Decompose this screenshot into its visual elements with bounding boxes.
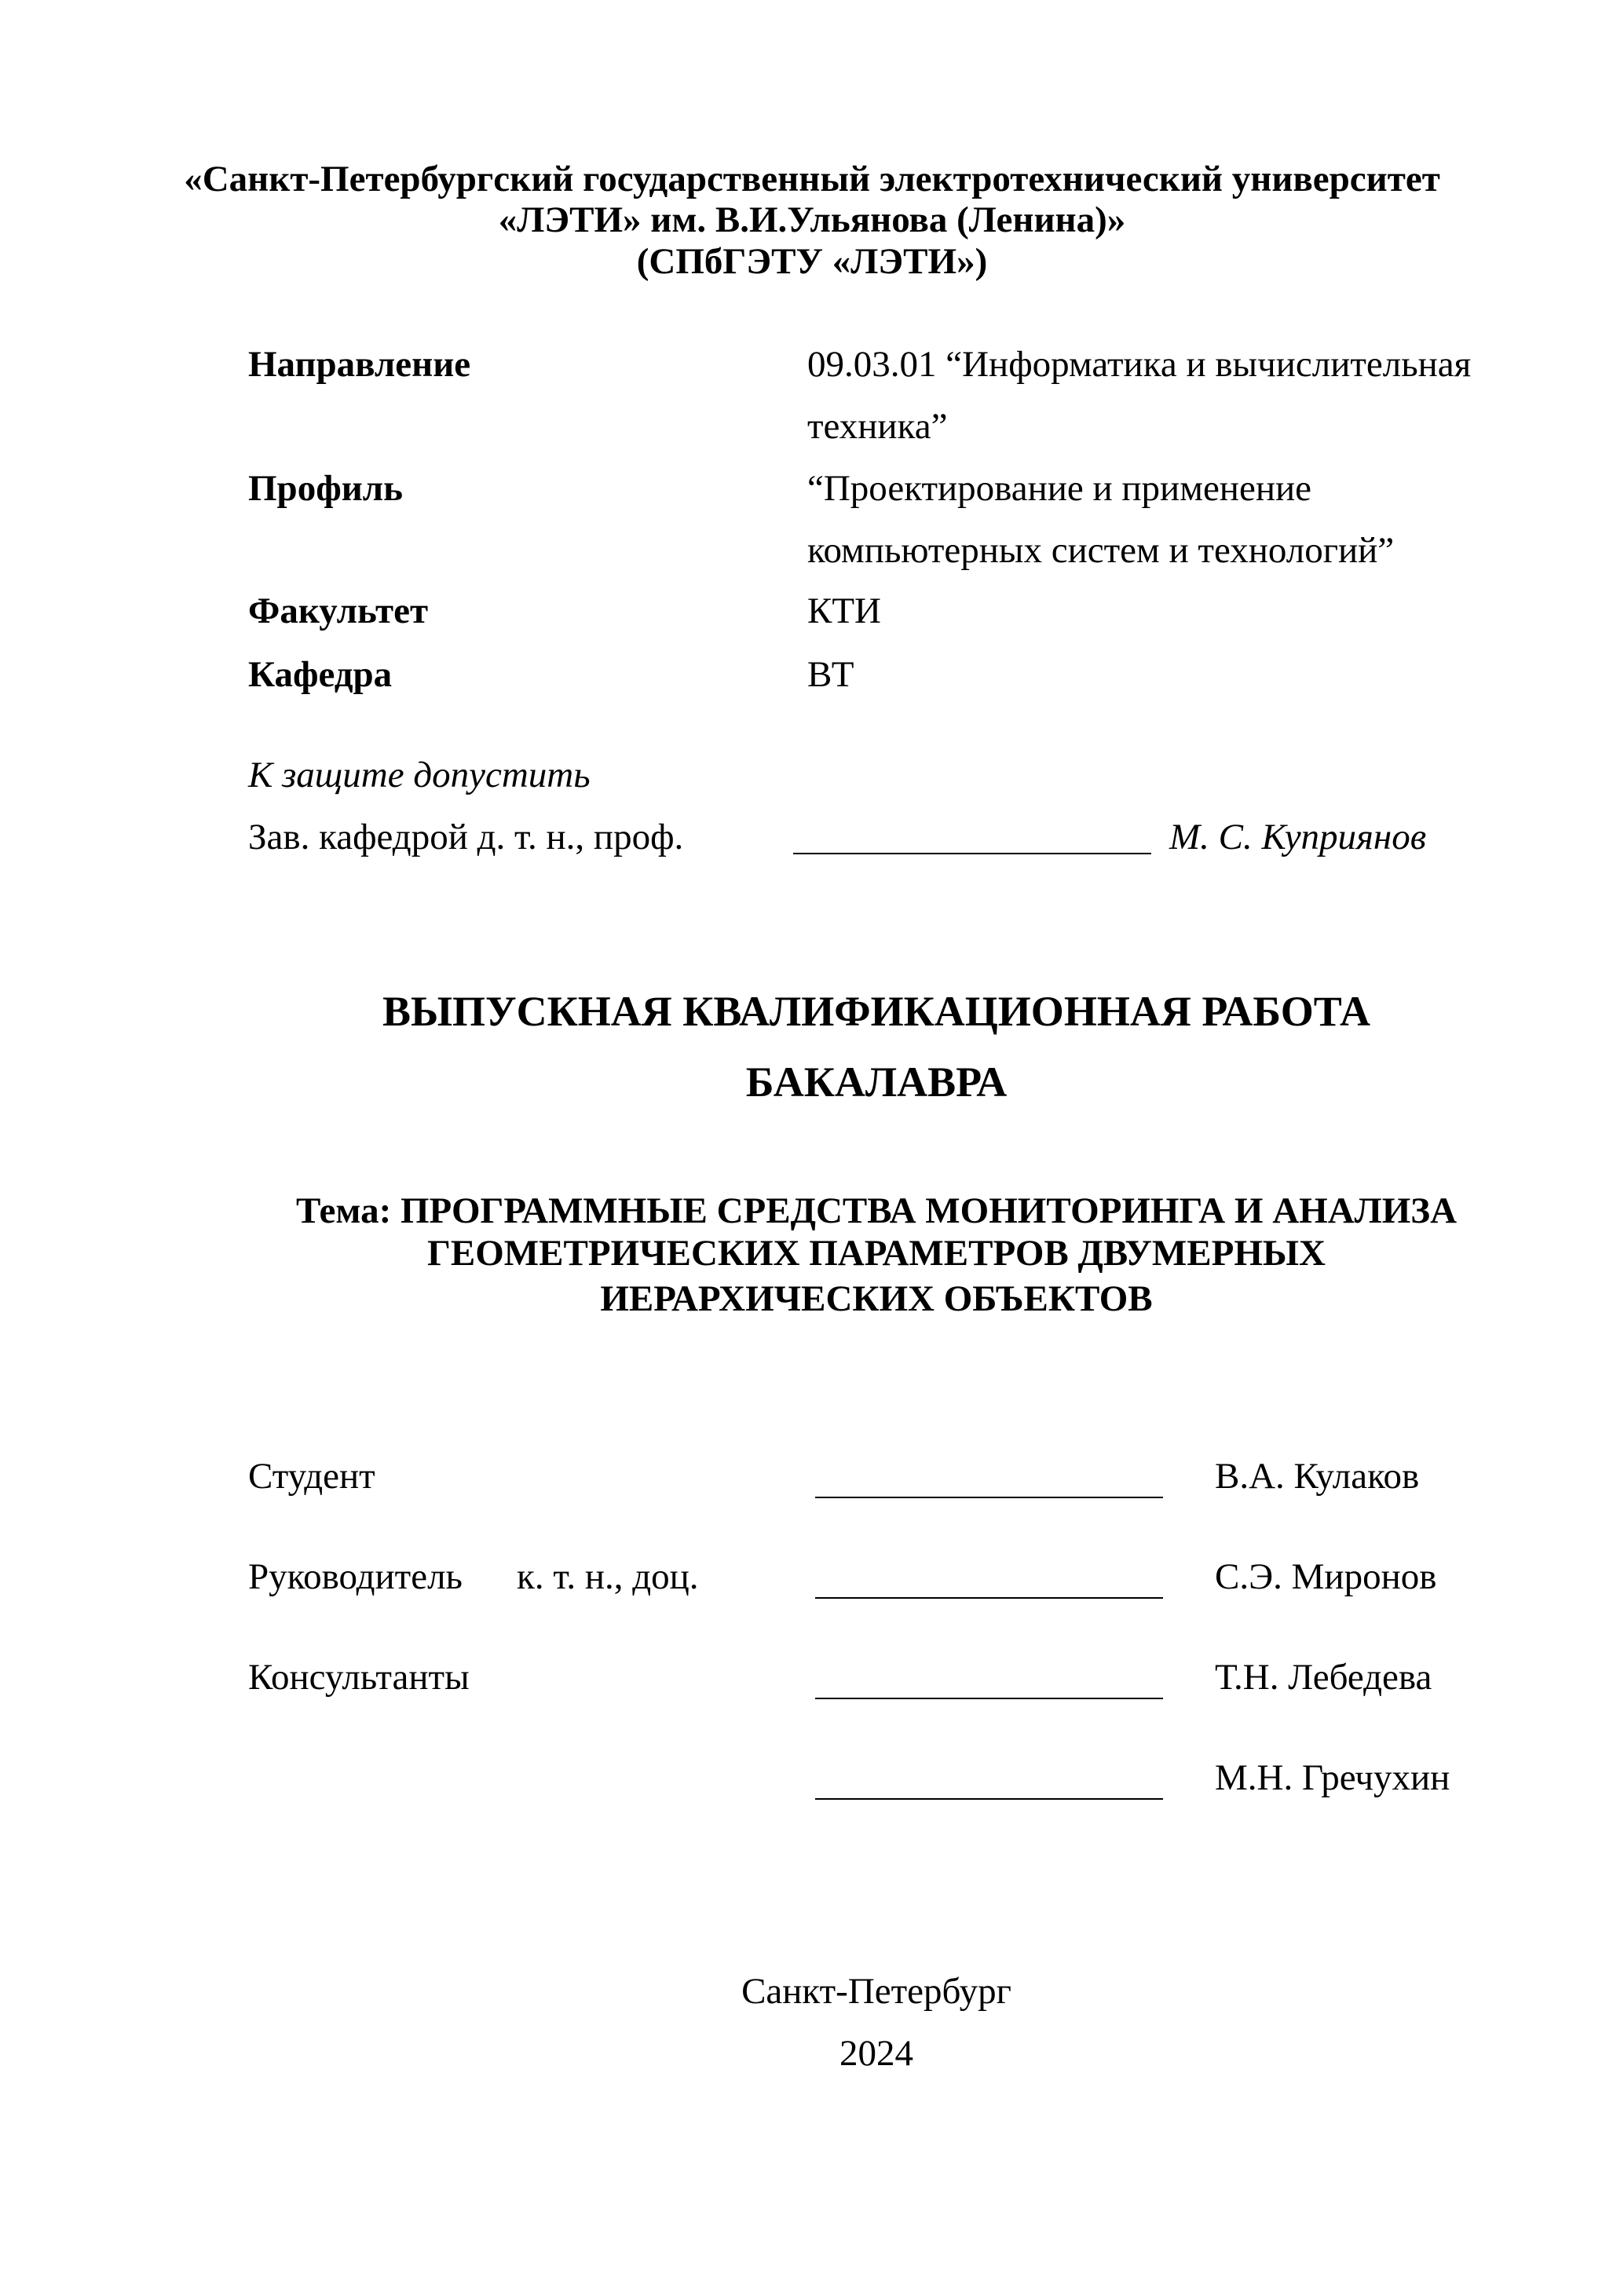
signature-line-student — [815, 1497, 1163, 1498]
profile-value-cont: компьютерных систем и технологий” — [807, 530, 1395, 571]
signature-line-consultant-2 — [815, 1798, 1163, 1800]
consultant-2-name: М.Н. Гречухин — [1215, 1757, 1450, 1798]
university-name-line2: «ЛЭТИ» им. В.И.Ульянова (Ленина)» — [498, 199, 1126, 240]
consultant-1-name: Т.Н. Лебедева — [1215, 1657, 1432, 1698]
faculty-label: Факультет — [248, 590, 429, 631]
head-of-department-name: М. С. Куприянов — [1169, 817, 1427, 857]
profile-label: Профиль — [248, 468, 404, 509]
topic-line2: ГЕОМЕТРИЧЕСКИХ ПАРАМЕТРОВ ДВУМЕРНЫХ — [427, 1233, 1326, 1274]
university-name-line1: «Санкт-Петербургский государственный электротехнический университет — [184, 159, 1440, 199]
head-of-department-label: Зав. кафедрой д. т. н., проф. — [248, 817, 684, 857]
year: 2024 — [839, 2033, 913, 2074]
supervisor-label: Руководитель — [248, 1556, 463, 1597]
topic-line3: ИЕРАРХИЧЕСКИХ ОБЪЕКТОВ — [600, 1278, 1153, 1319]
faculty-value: КТИ — [807, 590, 881, 631]
department-label: Кафедра — [248, 654, 393, 695]
city: Санкт-Петербург — [741, 1971, 1011, 2012]
consultants-label: Консультанты — [248, 1657, 470, 1698]
department-value: ВТ — [807, 654, 854, 695]
signature-line-head — [793, 853, 1151, 854]
direction-label: Направление — [248, 344, 471, 385]
student-label: Студент — [248, 1456, 375, 1497]
signature-line-supervisor — [815, 1597, 1163, 1599]
work-title-line2: БАКАЛАВРА — [745, 1058, 1008, 1106]
direction-value-cont: техника” — [807, 406, 948, 447]
supervisor-degree: к. т. н., доц. — [517, 1556, 699, 1597]
signature-line-consultant-1 — [815, 1698, 1163, 1699]
approval-caption: К защите допустить — [248, 755, 591, 795]
topic-line1: Тема: ПРОГРАММНЫЕ СРЕДСТВА МОНИТОРИНГА И АНАЛИЗА — [295, 1190, 1458, 1231]
work-title-line1: ВЫПУСКНАЯ КВАЛИФИКАЦИОННАЯ РАБОТА — [382, 988, 1371, 1035]
profile-value: “Проектирование и применение — [807, 468, 1311, 509]
student-name: В.А. Кулаков — [1215, 1456, 1420, 1497]
university-abbreviation: (СПбГЭТУ «ЛЭТИ») — [636, 241, 988, 282]
direction-value: 09.03.01 “Информатика и вычислительная — [807, 344, 1472, 385]
supervisor-name: С.Э. Миронов — [1215, 1556, 1437, 1597]
